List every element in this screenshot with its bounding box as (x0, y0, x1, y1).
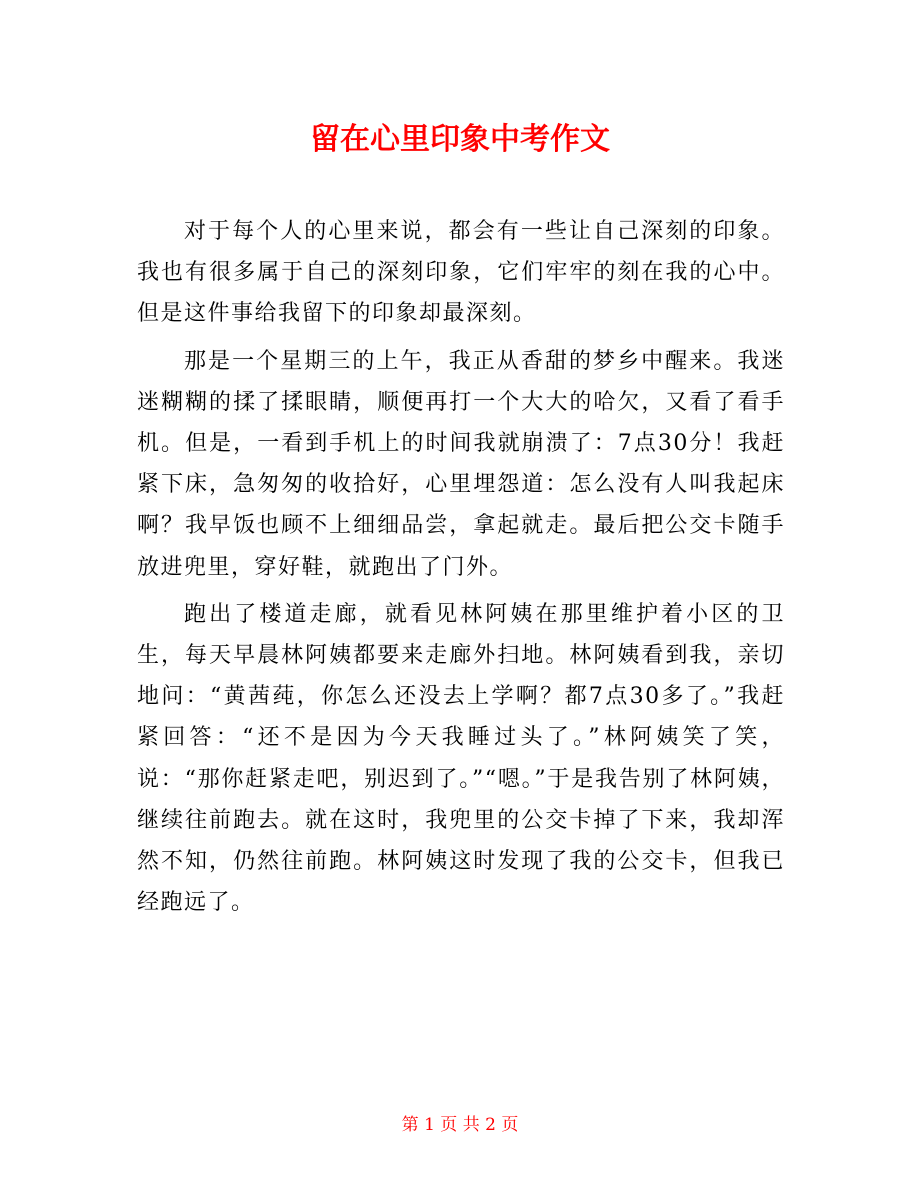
document-title: 留在心里印象中考作文 (310, 122, 610, 157)
paragraph: 跑出了楼道走廊，就看见林阿姨在那里维护着小区的卫生，每天早晨林阿姨都要来走廊外扫地。林阿姨看到我，亲切地问：“黄茜莼，你怎么还没去上学啊？都7点30多了。”我赶紧回答：“还不是因为今天我睡过头了。”林阿姨笑了笑，说：“那你赶紧走吧，别迟到了。”“嗯。”于是我告别了林阿姨，继续往前跑去。就在这时，我兜里的公交卡掉了下来，我却浑然不知，仍然往前跑。林阿姨这时发现了我的公交卡，但我已经跑远了。 (137, 601, 785, 916)
document-body (137, 211, 785, 923)
paragraph: 那是一个星期三的上午，我正从香甜的梦乡中醒来。我迷迷糊糊的揉了揉眼睛，顺便再打一个大大的哈欠，又看了看手机。但是，一看到手机上的时间我就崩溃了：7点30分！我赶紧下床，急匆匆的收拾好，心里埋怨道：怎么没有人叫我起床啊？我早饭也顾不上细细品尝，拿起就走。最后把公交卡随手放进兜里，穿好鞋，就跑出了门外。 (137, 348, 785, 580)
paragraph: 对于每个人的心里来说，都会有一些让自己深刻的印象。我也有很多属于自己的深刻印象，它们牢牢的刻在我的心中。但是这件事给我留下的印象却最深刻。 (137, 219, 785, 327)
page-number-footer: 第 1 页 共 2 页 (401, 1115, 519, 1135)
